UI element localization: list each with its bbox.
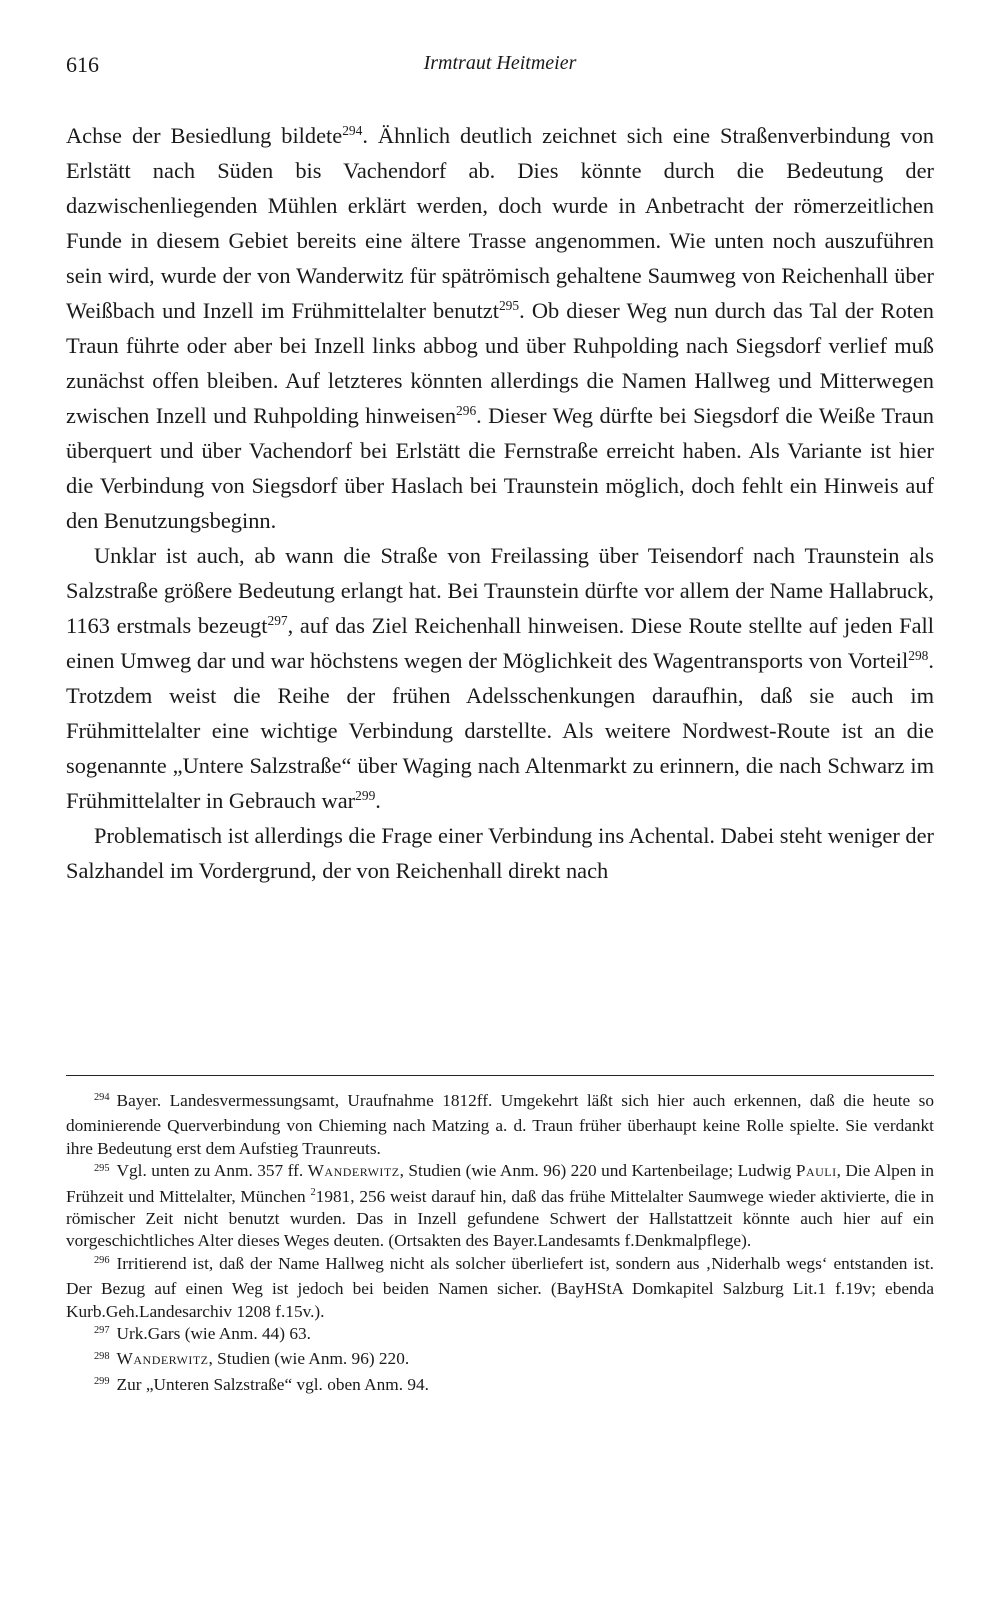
footnote-ref[interactable]: 295 [498,297,520,313]
footnote-ref[interactable]: 299 [355,787,376,803]
footnote: $^{298}$ Wanderwitz, Studien (wie Anm. 96) 220. [94,1349,410,1369]
paragraph: Achse der Besiedlung bildete$^{294}$. Ähnlich deutlich zeichnet sich eine Straßenverbindung von Erlstätt nach Süden bis Vachendorf ab. Dies könnte durch die Bedeutung der dazwischenliegenden Mühlen erklärt werden, doch wurde in Anbetracht der römerzeitlichen Funde in diesem Gebiet bereits eine ältere Trasse angenommen. Wie unten noch auszuführen sein wird, wurde der von Wanderwitz für spätrömisch gehaltene Saumweg von Reichenhall über Weißbach und Inzell im Frühmittelalter benutzt$^{295}$. Ob dieser Weg nun durch das Tal der Roten Traun führte oder aber bei Inzell links abbog und über Ruhpolding nach Siegsdorf verlief muß zunächst offen bleiben. Auf letzteres könnten allerdings die Namen Hallweg und Mitterwegen zwischen Inzell und Ruhpolding hinweisen$^{296}$. Dieser Weg dürfte bei Siegsdorf die Weiße Traun überquert und über Vachendorf bei Erlstätt die Fernstraße erreicht haben. Als Variante ist hier die Verbindung von Siegsdorf über Haslach bei Traunstein möglich, doch fehlt ein Hinweis auf den Benutzungsbeginn. [66,122,935,533]
footnote-ref[interactable]: 296 [456,402,477,418]
footnote-number: 296 [94,1255,110,1267]
paragraph: Problematisch ist allerdings die Frage einer Verbindung ins Achental. Dabei steht weniger der Salzhandel im Vordergrund, der von Reichenhall direkt nach [66,823,934,883]
footnote-ref[interactable]: 298 [908,647,929,663]
footnote: $^{294}$ Bayer. Landesvermessungsamt, Uraufnahme 1812ff. Umgekehrt läßt sich hier auch erkennen, daß die heute so dominierende Querverbindung von Chieming nach Matzing a. d. Traun früher überhaupt keine Rolle spielte. Sie verdankt ihre Bedeutung erst dem Aufstieg Traunreuts. [66,1091,934,1158]
footnote-number: 299 [94,1376,110,1388]
running-header [66,52,934,86]
page-number: 616 [66,52,99,77]
footnote: $^{299}$ Zur „Unteren Salzstraße“ vgl. oben Anm. 94. [94,1374,429,1394]
footnote-number: 295 [94,1162,110,1174]
footnote: $^{296}$ Irritierend ist, daß der Name Hallweg nicht als solcher überliefert ist, sondern aus ‚Niderhalb wegs‘ entstanden ist. Der Bezug auf einen Weg ist jedoch bei beiden Namen sicher. (BayHStA Domkapitel Salzburg Lit.1 f.19v; ebenda Kurb.Geh.Landesarchiv 1208 f.15v.). [66,1253,934,1321]
footnote: $^{297}$ Urk.Gars (wie Anm. 44) 63. [94,1324,311,1344]
running-title: Irmtraut Heitmeier [423,52,577,74]
main-text [66,118,934,888]
paragraph: Unklar ist auch, ab wann die Straße von Freilassing über Teisendorf nach Traunstein als Salzstraße größere Bedeutung erlangt hat. Bei Traunstein dürfte vor allem der Name Hallabruck, 1163 erstmals bezeugt$^{297}$, auf das Ziel Reichenhall hinweisen. Diese Route stellte auf jeden Fall einen Umweg dar und war höchstens wegen der Möglichkeit des Wagentransports von Vorteil$^{298}$. Trotzdem weist die Reihe der frühen Adelsschenkungen daraufhin, daß sie auch im Frühmittelalter eine wichtige Verbindung darstellte. Als weitere Nordwest-Route ist an die sogenannte „Untere Salzstraße“ über Waging nach Altenmarkt zu erinnern, die nach Schwarz im Frühmittelalter in Gebrauch war$^{299}$. [66,543,934,813]
footnote: $^{295}$ Vgl. unten zu Anm. 357 ff. Wanderwitz, Studien (wie Anm. 96) 220 und Kartenbeilage; Ludwig Pauli, Die Alpen in Frühzeit und Mittelalter, München $^2$1981, 256 weist darauf hin, daß das frühe Mittelalter Saumwege wieder aktivierte, die in römischer Zeit nicht benutzt wurden. Das in Inzell gefundene Schwert der Hallstattzeit könnte auch hier auf ein vorgeschichtliches Alter dieses Weges deuten. (Ortsakten des Bayer.Landesamts f.Denkmalpflege). [66,1161,934,1251]
footnote-number: 294 [94,1092,110,1104]
footnote-number: 297 [94,1325,110,1337]
footnote-divider [66,1075,934,1076]
footnote-ref[interactable]: 294 [342,122,363,138]
footnote-ref[interactable]: 297 [267,612,288,628]
footnote-number: 298 [94,1350,110,1362]
footnotes [66,1090,934,1399]
